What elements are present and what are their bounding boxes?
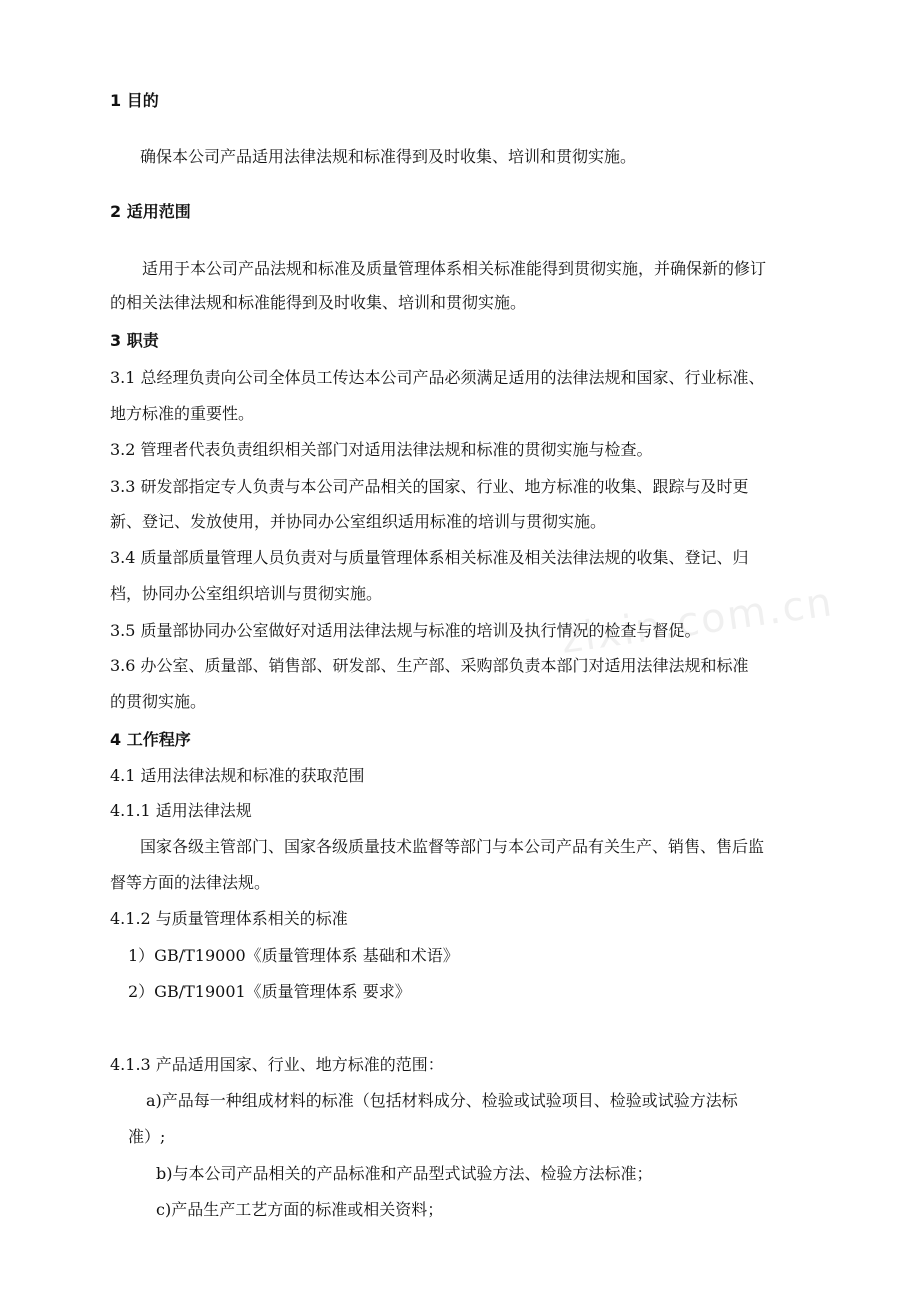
- standard-item-2: 2）GB/T19001《质量管理体系 要求》: [128, 982, 411, 1001]
- item-3-6-line-2: 的贯彻实施。: [110, 692, 207, 711]
- section-1-paragraph: 确保本公司产品适用法律法规和标准得到及时收集、培训和贯彻实施。: [140, 147, 637, 166]
- item-3-4-line-2: 档，协同办公室组织培训与贯彻实施。: [110, 584, 383, 603]
- item-3-4-line-1: 3.4 质量部质量管理人员负责对与质量管理体系相关标准及相关法律法规的收集、登记、归: [110, 548, 749, 567]
- item-3-1-line-1: 3.1 总经理负责向公司全体员工传达本公司产品必须满足适用的法律法规和国家、行业标准、: [110, 368, 765, 387]
- section-2-paragraph-line-2: 的相关法律法规和标准能得到及时收集、培训和贯彻实施。: [110, 293, 527, 312]
- section-2-heading: 2 适用范围: [110, 202, 191, 221]
- item-3-5: 3.5 质量部协同办公室做好对适用法律法规与标准的培训及执行情况的检查与督促。: [110, 621, 701, 640]
- standard-item-1: 1）GB/T19000《质量管理体系 基础和术语》: [128, 946, 459, 965]
- section-1-heading: 1 目的: [110, 91, 159, 110]
- scope-item-a-line-2: 准）;: [128, 1127, 166, 1146]
- scope-item-b: b)与本公司产品相关的产品标准和产品型式试验方法、检验方法标准；: [156, 1164, 653, 1183]
- subsection-4-1-1-paragraph-line-1: 国家各级主管部门、国家各级质量技术监督等部门与本公司产品有关生产、销售、售后监: [140, 837, 765, 856]
- item-3-6-line-1: 3.6 办公室、质量部、销售部、研发部、生产部、采购部负责本部门对适用法律法规和标准: [110, 656, 749, 675]
- section-2-paragraph-line-1: 适用于本公司产品法规和标准及质量管理体系相关标准能得到贯彻实施，并确保新的修订: [142, 259, 767, 278]
- watermark: zixin.com.cn: [558, 579, 837, 663]
- item-3-1-line-2: 地方标准的重要性。: [110, 404, 255, 423]
- subsection-4-1: 4.1 适用法律法规和标准的获取范围: [110, 766, 365, 785]
- subsection-4-1-1: 4.1.1 适用法律法规: [110, 801, 252, 820]
- section-3-heading: 3 职责: [110, 331, 159, 350]
- scope-item-a-line-1: a)产品每一种组成材料的标准（包括材料成分、检验或试验项目、检验或试验方法标: [146, 1091, 738, 1110]
- item-3-3-line-2: 新、登记、发放使用，并协同办公室组织适用标准的培训与贯彻实施。: [110, 512, 607, 531]
- subsection-4-1-3: 4.1.3 产品适用国家、行业、地方标准的范围：: [110, 1055, 444, 1074]
- item-3-2: 3.2 管理者代表负责组织相关部门对适用法律法规和标准的贯彻实施与检查。: [110, 440, 653, 459]
- scope-item-c: c)产品生产工艺方面的标准或相关资料；: [156, 1200, 444, 1219]
- section-4-heading: 4 工作程序: [110, 730, 191, 749]
- item-3-3-line-1: 3.3 研发部指定专人负责与本公司产品相关的国家、行业、地方标准的收集、跟踪与及时更: [110, 477, 749, 496]
- subsection-4-1-2: 4.1.2 与质量管理体系相关的标准: [110, 909, 348, 928]
- subsection-4-1-1-paragraph-line-2: 督等方面的法律法规。: [110, 873, 271, 892]
